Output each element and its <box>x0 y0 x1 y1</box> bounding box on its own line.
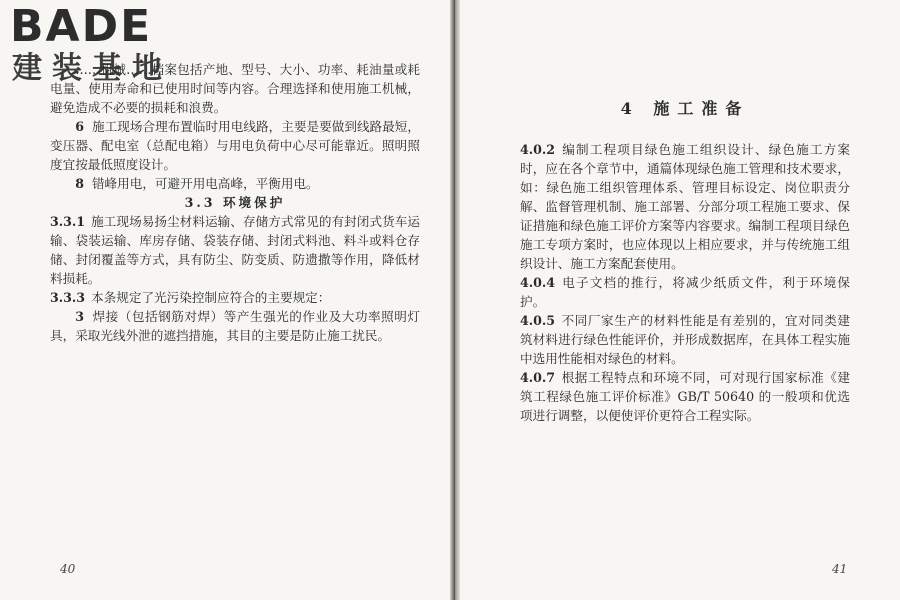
item-number: 8 <box>75 176 84 191</box>
list-item <box>50 174 420 193</box>
clause-text: 电子文档的推行，将减少纸质文件，利于环境保护。 <box>520 275 850 309</box>
left-page-body <box>50 60 420 345</box>
clause-number: 3.3.3 <box>50 290 86 305</box>
clause <box>520 311 850 368</box>
clause <box>50 288 420 307</box>
clause <box>520 140 850 273</box>
book-gutter <box>450 0 460 600</box>
watermark-brand: BADE <box>10 1 153 52</box>
clause-number: 3.3.1 <box>50 214 86 229</box>
section-title: 3.3 环境保护 <box>184 195 286 210</box>
clause-text: 编制工程项目绿色施工组织设计、绿色施工方案时，应在各个章节中，通篇体现绿色施工管理和技术要求，如：绿色施工组织管理体系、管理目标设定、岗位职责分解、监督管理机制、施工部署、分部分项工程施工要求、保证措施和绿色施工评价方案等内容要求。编制工程项目绿色施工专项方案时，也应体现以上相应要求，并与传统施工组织设计、施工方案配套使用。 <box>520 142 850 271</box>
item-number: 6 <box>75 119 84 134</box>
clause <box>50 212 420 288</box>
clause-number: 4.0.5 <box>520 313 556 328</box>
paragraph: ……机械……档案包括产地、型号、大小、功率、耗油量或耗电量、使用寿命和已使用时间等内容。合理选择和使用施工机械，避免造成不必要的损耗和浪费。 <box>50 62 420 115</box>
clause-text: 根据工程特点和环境不同，可对现行国家标准《建筑工程绿色施工评价标准》GB/T 50640 的一般项和优选项进行调整，以便使评价更符合工程实际。 <box>520 370 850 423</box>
item-text: 施工现场合理布置临时用电线路，主要是要做到线路最短，变压器、配电室（总配电箱）与用电负荷中心尽可能靠近。照明照度宜按最低照度设计。 <box>50 119 420 172</box>
item-text: 焊接（包括钢筋对焊）等产生强光的作业及大功率照明灯具，采取光线外泄的遮挡措施，其目的主要是防止施工扰民。 <box>50 309 420 343</box>
clause-text: 不同厂家生产的材料性能是有差别的，宜对同类建筑材料进行绿色性能评价，并形成数据库，在具体工程实施中选用性能相对绿色的材料。 <box>520 313 850 366</box>
clause-number: 4.0.4 <box>520 275 556 290</box>
chapter-title: 4 施工准备 <box>620 99 750 118</box>
clause-text: 施工现场易扬尘材料运输、存储方式常见的有封闭式货车运输、袋装运输、库房存储、袋装存储、封闭式料池、料斗或料仓存储、封闭覆盖等方式，具有防尘、防变质、防遗撒等作用，降低材料损耗。 <box>50 214 420 286</box>
sub-item <box>50 307 420 345</box>
item-number: 3 <box>75 309 84 324</box>
page-number-right: 41 <box>832 562 848 576</box>
clause-number: 4.0.2 <box>520 142 556 157</box>
watermark-subtitle: 建装基地 <box>12 51 172 86</box>
clause-number: 4.0.7 <box>520 370 556 385</box>
gutter-line <box>454 0 455 600</box>
clause-text: 本条规定了光污染控制应符合的主要规定： <box>91 290 331 305</box>
list-item <box>50 117 420 174</box>
item-text: 错峰用电，可避开用电高峰，平衡用电。 <box>91 176 319 191</box>
clause <box>520 368 850 425</box>
page-number-left: 40 <box>60 562 76 576</box>
right-page-body <box>520 140 850 425</box>
clause <box>520 273 850 311</box>
